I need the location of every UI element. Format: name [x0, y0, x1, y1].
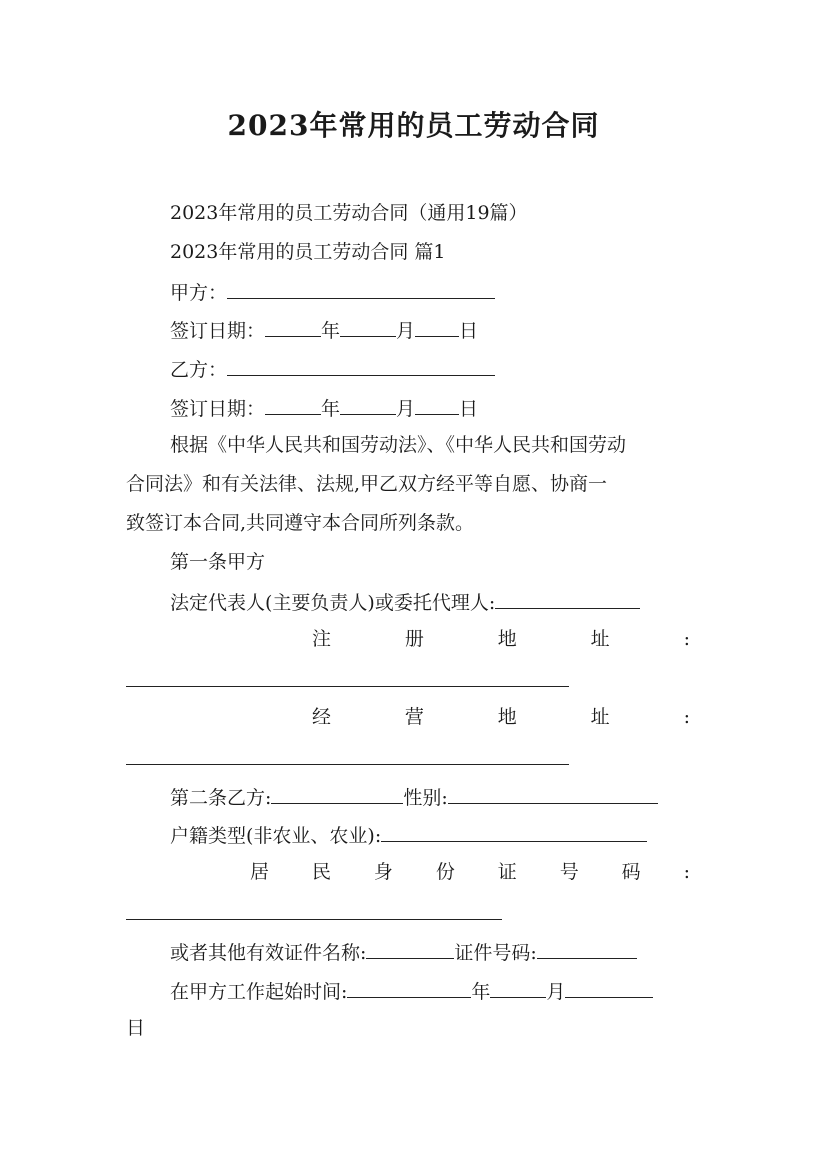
- paragraph-line: 合同法》和有关法律、法规,甲乙双方经平等自愿、协商一: [126, 473, 608, 495]
- sign-date-row-b: [170, 394, 478, 422]
- household-row: [170, 821, 647, 849]
- party-b-name-blank: [271, 783, 403, 804]
- party-a-row: [170, 278, 495, 306]
- month-label: 月: [396, 398, 416, 420]
- article-one-heading: 第一条甲方: [170, 551, 266, 573]
- party-a-label: 甲方：: [170, 282, 228, 304]
- month-blank: [340, 316, 396, 337]
- paragraph-line: 根据《中华人民共和国劳动法》、《中华人民共和国劳动: [170, 434, 627, 456]
- day-blank: [415, 394, 459, 415]
- sign-date-label: 签订日期：: [170, 398, 266, 420]
- other-id-label: 或者其他有效证件名称:: [170, 942, 367, 964]
- biz-address-label: 经 营 地 址 :: [312, 706, 690, 728]
- year-label: 年: [471, 981, 491, 1003]
- other-id-row: [170, 938, 637, 966]
- gender-label: 性别:: [403, 787, 448, 809]
- legal-rep-row: [170, 588, 640, 616]
- id-number-blank: [126, 919, 502, 920]
- household-blank: [381, 821, 647, 842]
- day-label: 日: [459, 398, 479, 420]
- year-blank: [265, 316, 321, 337]
- party-b-blank: [227, 355, 495, 376]
- start-time-label: 在甲方工作起始时间:: [170, 981, 348, 1003]
- id-number-label: 居 民 身 份 证 号 码 :: [250, 861, 690, 883]
- article-two-row: [170, 783, 658, 811]
- year-blank: [265, 394, 321, 415]
- party-b-row: [170, 355, 495, 383]
- gender-blank: [448, 783, 658, 804]
- subtitle: 2023年常用的员工劳动合同（通用19篇）: [170, 202, 528, 224]
- sign-date-row-a: [170, 316, 478, 344]
- legal-rep-blank: [495, 588, 640, 609]
- start-time-row: [170, 977, 653, 1005]
- reg-address-blank: [126, 686, 569, 687]
- day-blank: [415, 316, 459, 337]
- other-id-number-blank: [537, 938, 637, 959]
- household-label: 户籍类型(非农业、农业):: [170, 825, 382, 847]
- section-heading: 2023年常用的员工劳动合同 篇1: [170, 241, 446, 263]
- article-two-label: 第二条乙方:: [170, 787, 272, 809]
- start-year-blank: [347, 977, 471, 998]
- party-b-label: 乙方：: [170, 359, 228, 381]
- paragraph-line: 致签订本合同,共同遵守本合同所列条款。: [126, 512, 475, 534]
- month-blank: [340, 394, 396, 415]
- start-month-blank: [490, 977, 546, 998]
- party-a-blank: [227, 278, 495, 299]
- reg-address-label: 注 册 地 址 :: [312, 628, 690, 650]
- document-title: 2023年常用的员工劳动合同: [227, 109, 600, 142]
- month-label: 月: [546, 981, 566, 1003]
- sign-date-label: 签订日期：: [170, 320, 266, 342]
- other-id-blank: [366, 938, 454, 959]
- start-time-day: 日: [126, 1017, 146, 1039]
- legal-rep-label: 法定代表人(主要负责人)或委托代理人:: [170, 592, 496, 614]
- day-label: 日: [459, 320, 479, 342]
- biz-address-blank: [126, 764, 569, 765]
- id-number-label: 证件号码:: [454, 942, 537, 964]
- year-label: 年: [321, 320, 341, 342]
- year-label: 年: [321, 398, 341, 420]
- start-day-blank: [565, 977, 653, 998]
- month-label: 月: [396, 320, 416, 342]
